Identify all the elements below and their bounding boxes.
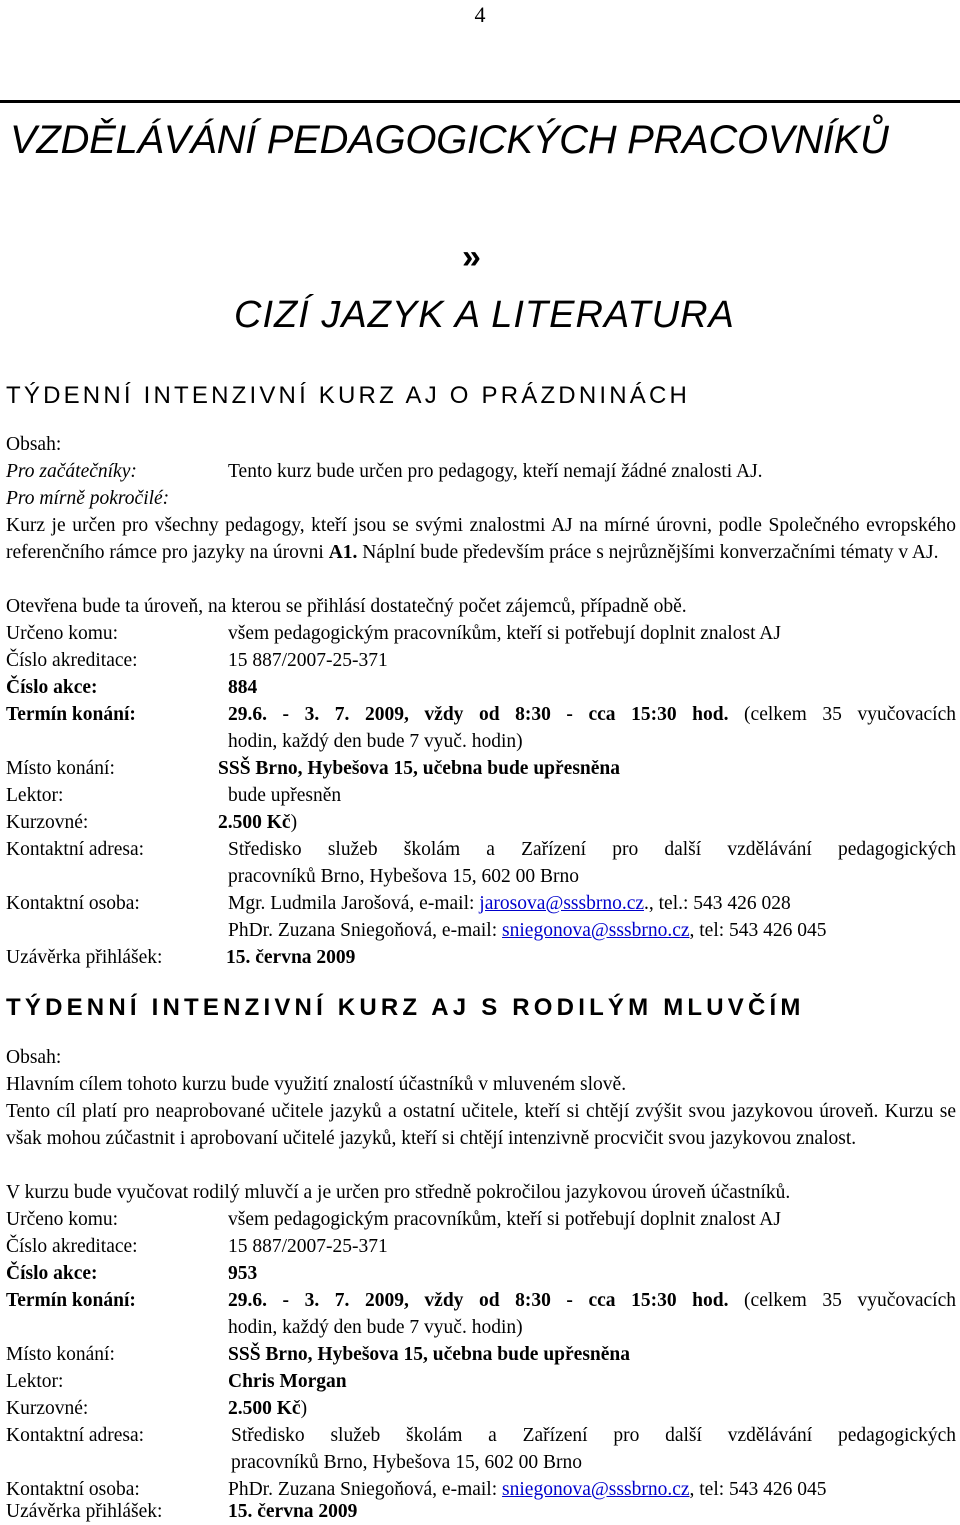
course1-akreditace-value: 15 887/2007-25-371: [228, 650, 388, 671]
section-subtitle: CIZÍ JAZYK A LITERATURA: [234, 294, 735, 336]
course1-beginners-text: Tento kurz bude určen pro pedagogy, kteří nemají žádné znalosti AJ.: [228, 461, 763, 482]
course1-osoba1-phone: ., tel.: 543 426 028: [644, 893, 791, 914]
course1-adresa-label: Kontaktní adresa:: [6, 839, 145, 860]
course1-akreditace-label: Číslo akreditace:: [6, 650, 138, 671]
course1-para-level: A1.: [328, 542, 358, 563]
course1-heading: TÝDENNÍ INTENZIVNÍ KURZ AJ O PRÁZDNINÁCH: [6, 382, 691, 409]
course2-uzaverka-label: Uzávěrka přihlášek:: [6, 1501, 163, 1522]
course2-adresa-label: Kontaktní adresa:: [6, 1425, 145, 1446]
course1-osoba-label: Kontaktní osoba:: [6, 893, 140, 914]
course2-akce-label: Číslo akce:: [6, 1263, 98, 1284]
course2-osoba1-phone: , tel: 543 426 045: [689, 1479, 827, 1500]
course2-osoba-label: Kontaktní osoba:: [6, 1479, 140, 1500]
course2-misto-value: SSŠ Brno, Hybešova 15, učebna bude upřesněna: [228, 1344, 631, 1365]
page-number: 4: [474, 2, 486, 27]
course1-adresa-line2: pracovníků Brno, Hybešova 15, 602 00 Brno: [228, 866, 579, 887]
course1-intermediate-label: Pro mírně pokročilé:: [6, 488, 170, 509]
course1-para-part1: Kurz je určen pro všechny pedagogy, kteří jsou se svými znalostmi AJ na mírné úrovni, podle Společného evropského referenčního rámce pro jazyky na úrovni: [6, 515, 956, 563]
course2-urceno-label: Určeno komu:: [6, 1209, 119, 1230]
course2-line3: V kurzu bude vyučovat rodilý mluvčí a je určen pro středně pokročilou jazykovou úroveň účastníků.: [6, 1182, 791, 1203]
course2-kurzovne-price: 2.500 Kč: [228, 1398, 301, 1419]
course2-obsah-label: Obsah:: [6, 1047, 62, 1068]
course1-uzaverka-value: 15. června 2009: [226, 947, 356, 968]
course2-osoba1-name: PhDr. Zuzana Sniegoňová, e-mail:: [228, 1479, 503, 1500]
course1-open-text: Otevřena bude ta úroveň, na kterou se přihlásí dostatečný počet zájemců, případně obě.: [6, 596, 687, 617]
course2-heading: TÝDENNÍ INTENZIVNÍ KURZ AJ S RODILÝM MLUVČÍM: [6, 994, 805, 1021]
course2-urceno-value: všem pedagogickým pracovníkům, kteří si potřebují doplnit znalost AJ: [228, 1209, 781, 1230]
course1-para-part2: Náplní bude především práce s nejrůznějšími konverzačními tématy v AJ.: [362, 542, 939, 563]
course1-termin-label: Termín konání:: [6, 704, 136, 725]
course1-lektor-label: Lektor:: [6, 785, 64, 806]
course1-misto-label: Místo konání:: [6, 758, 115, 779]
course2-lektor-label: Lektor:: [6, 1371, 64, 1392]
course1-obsah-label: Obsah:: [6, 434, 62, 455]
course2-adresa-line2: pracovníků Brno, Hybešova 15, 602 00 Brno: [231, 1452, 582, 1473]
header-rule: [0, 100, 960, 103]
course1-osoba1-email-link[interactable]: jarosova@sssbrno.cz: [479, 893, 645, 914]
course2-line1: Hlavním cílem tohoto kurzu bude využití znalostí účastníků v mluveném slově.: [6, 1074, 627, 1095]
course1-adresa-line1: Středisko služeb školám a Zařízení pro další vzdělávání pedagogických: [228, 839, 956, 860]
course2-paragraph: Tento cíl platí pro neaprobované učitele jazyků a ostatní učitele, kteří si chtějí zvýšit svou jazykovou úroveň. Kurzu se však mohou zúčastnit i aprobovaní učitelé jazyků, kteří si chtějí intenzivně procvičit svou jazykovou znalost.: [6, 1101, 956, 1149]
course2-akce-value: 953: [228, 1263, 258, 1284]
course1-termin-value: [228, 701, 956, 728]
course1-kurzovne-rest: ): [290, 812, 298, 833]
chevron-icon: »: [462, 238, 481, 276]
course1-urceno-label: Určeno komu:: [6, 623, 119, 644]
course2-osoba1-email-link[interactable]: sniegonova@sssbrno.cz: [502, 1479, 690, 1500]
course1-paragraph: [6, 512, 956, 566]
course2-termin-rest: (celkem 35 vyučovacích: [744, 1290, 956, 1311]
course1-termin-line2: hodin, každý den bude 7 vyuč. hodin): [228, 731, 523, 752]
course1-kurzovne-value: [218, 809, 297, 836]
course1-osoba2-email-link[interactable]: sniegonova@sssbrno.cz: [502, 920, 690, 941]
course2-akreditace-value: 15 887/2007-25-371: [228, 1236, 388, 1257]
main-title: VZDĚLÁVÁNÍ PEDAGOGICKÝCH PRACOVNÍKŮ: [10, 118, 889, 162]
course1-termin-date: 29.6. - 3. 7. 2009, vždy od 8:30 - cca 15:30 hod.: [228, 704, 729, 725]
course1-beginners-label: Pro začátečníky:: [6, 461, 137, 482]
course2-uzaverka-value: 15. června 2009: [228, 1501, 358, 1522]
course2-lektor-value: Chris Morgan: [228, 1371, 347, 1392]
course1-termin-rest: (celkem 35 vyučovacích: [744, 704, 956, 725]
course2-termin-line2: hodin, každý den bude 7 vyuč. hodin): [228, 1317, 523, 1338]
course1-osoba1: [228, 890, 791, 917]
course1-kurzovne-label: Kurzovné:: [6, 812, 89, 833]
course1-misto-value: SSŠ Brno, Hybešova 15, učebna bude upřesněna: [218, 758, 621, 779]
course2-termin-date: 29.6. - 3. 7. 2009, vždy od 8:30 - cca 15:30 hod.: [228, 1290, 729, 1311]
course2-kurzovne-rest: ): [300, 1398, 308, 1419]
course2-kurzovne-label: Kurzovné:: [6, 1398, 89, 1419]
course1-akce-label: Číslo akce:: [6, 677, 98, 698]
course1-osoba2-name: PhDr. Zuzana Sniegoňová, e-mail:: [228, 920, 503, 941]
course2-termin-value: [228, 1287, 956, 1314]
course1-osoba2: [228, 917, 827, 944]
course1-urceno-value: všem pedagogickým pracovníkům, kteří si potřebují doplnit znalost AJ: [228, 623, 781, 644]
course1-kurzovne-price: 2.500 Kč: [218, 812, 291, 833]
course1-osoba1-name: Mgr. Ludmila Jarošová, e-mail:: [228, 893, 480, 914]
course1-akce-value: 884: [228, 677, 258, 698]
course1-uzaverka-label: Uzávěrka přihlášek:: [6, 947, 163, 968]
course2-akreditace-label: Číslo akreditace:: [6, 1236, 138, 1257]
course2-misto-label: Místo konání:: [6, 1344, 115, 1365]
course1-lektor-value: bude upřesněn: [228, 785, 342, 806]
course2-termin-label: Termín konání:: [6, 1290, 136, 1311]
course2-adresa-line1: Středisko služeb školám a Zařízení pro další vzdělávání pedagogických: [231, 1425, 956, 1446]
course2-kurzovne-value: [228, 1395, 307, 1422]
course1-osoba2-phone: , tel: 543 426 045: [689, 920, 827, 941]
